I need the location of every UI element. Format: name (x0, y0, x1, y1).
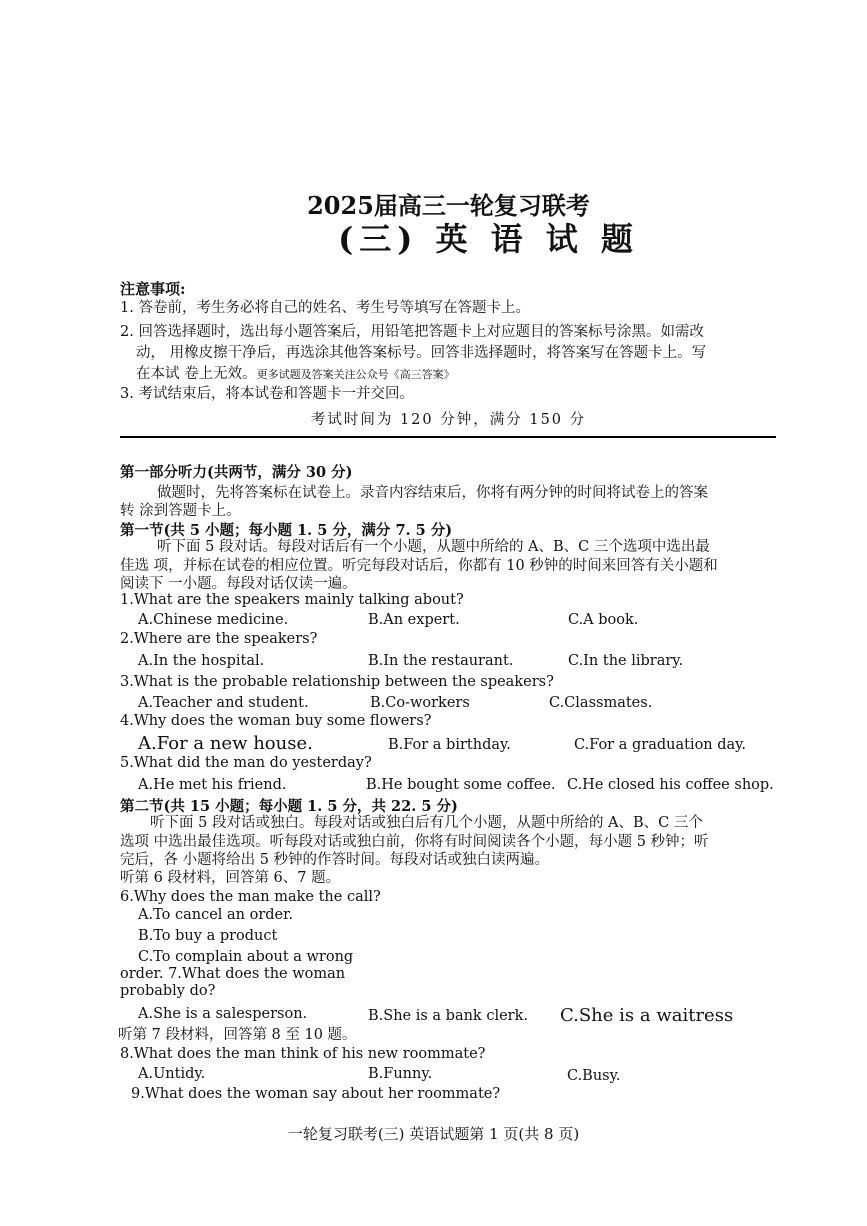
question-6: 6.Why does the man make the call? (120, 889, 381, 905)
part1-intro-line2: 转 涂到答题卡上。 (120, 503, 241, 519)
exam-title-line1: 2025届高三一轮复习联考 (307, 191, 590, 220)
section1-intro-line3: 阅读下 一小题。每段对话仅读一遍。 (120, 576, 357, 592)
section2-heading: 第二节(共 15 小题；每小题 1. 5 分，共 22. 5 分) (120, 798, 458, 815)
notice-heading: 注意事项: (120, 280, 186, 298)
q4-option-c: C.For a graduation day. (574, 737, 747, 753)
question-9: 9.What does the woman say about her roommate? (131, 1086, 501, 1102)
q7-option-b: B.She is a bank clerk. (368, 1008, 528, 1024)
q7-option-a: A.She is a salesperson. (138, 1006, 308, 1022)
q6-option-a: A.To cancel an order. (138, 907, 294, 923)
q7-option-c: C.She is a waitress (560, 1005, 734, 1026)
q1-option-a: A.Chinese medicine. (138, 612, 289, 628)
question-3: 3.What is the probable relationship between the speakers? (120, 674, 554, 690)
q1-option-c: C.A book. (568, 612, 639, 628)
notice-item-2-line2: 动， 用橡皮擦干净后，再选涂其他答案标号。回答非选择题时，将答案写在答题卡上。写 (136, 345, 707, 361)
notice-item-2-line1: 2. 回答选择题时，选出每小题答案后，用铅笔把答题卡上对应题目的答案标号涂黑。如需改 (120, 324, 704, 340)
question-5: 5.What did the man do yesterday? (120, 755, 372, 771)
exam-time: 考试时间为 120 分钟，满分 150 分 (310, 412, 587, 428)
section2-intro-line2: 选项 中选出最佳选项。听每段对话或独白前，你将有时间阅读各个小题，每小题 5 秒钟；听 (120, 834, 709, 850)
q8-option-c: C.Busy. (567, 1068, 621, 1084)
q2-option-a: A.In the hospital. (138, 653, 265, 669)
material-7-note: 听第 7 段材料，回答第 8 至 10 题。 (118, 1027, 357, 1043)
q2-option-c: C.In the library. (568, 653, 684, 669)
q6-option-c-line2: order. 7.What does the woman (120, 966, 346, 982)
exam-title-line2: (三) 英 语 试 题 (338, 220, 639, 258)
notice-item-3: 3. 考试结束后，将本试卷和答题卡一并交回。 (120, 386, 414, 402)
section1-intro-line1: 听下面 5 段对话。每段对话后有一个小题，从题中所给的 A、B、C 三个选项中选出最 (157, 539, 710, 555)
section1-heading: 第一节(共 5 小题；每小题 1. 5 分，满分 7. 5 分) (120, 522, 453, 539)
q6-option-c-line1: C.To complain about a wrong (138, 949, 354, 965)
notice-item-2-text: 在本试 卷上无效。 (136, 366, 257, 382)
q5-option-b: B.He bought some coffee. (366, 777, 556, 793)
q3-option-c: C.Classmates. (549, 695, 653, 711)
q5-option-a: A.He met his friend. (138, 777, 287, 793)
section2-intro-line3: 完后，各 小题将给出 5 秒钟的作答时间。每段对话或独白读两遍。 (120, 852, 550, 868)
question-8: 8.What does the man think of his new roommate? (120, 1046, 486, 1062)
q4-option-a: A.For a new house. (138, 733, 313, 754)
notice-item-2-line3 (136, 364, 455, 385)
q3-option-b: B.Co-workers (370, 695, 470, 711)
q1-option-b: B.An expert. (368, 612, 460, 628)
part1-heading: 第一部分听力(共两节，满分 30 分) (120, 464, 353, 481)
divider-rule (120, 436, 776, 438)
notice-item-2-note: 更多试题及答案关注公众号《高三答案》 (256, 368, 455, 381)
question-4: 4.Why does the woman buy some flowers? (120, 713, 432, 729)
q4-option-b: B.For a birthday. (388, 737, 511, 753)
q2-option-b: B.In the restaurant. (368, 653, 514, 669)
material-6-note: 听第 6 段材料，回答第 6、7 题。 (120, 870, 341, 886)
section2-intro-line1: 听下面 5 段对话或独白。每段对话或独白后有几个小题，从题中所给的 A、B、C 三个 (150, 815, 703, 831)
page-footer: 一轮复习联考(三) 英语试题第 1 页(共 8 页) (287, 1125, 580, 1143)
question-2: 2.Where are the speakers? (120, 631, 318, 647)
part1-intro-line1: 做题时，先将答案标在试卷上。录音内容结束后，你将有两分钟的时间将试卷上的答案 (157, 485, 708, 501)
q3-option-a: A.Teacher and student. (138, 695, 309, 711)
question-1: 1.What are the speakers mainly talking about? (120, 592, 464, 608)
section1-intro-line2: 佳选 项，并标在试卷的相应位置。听完每段对话后，你都有 10 秒钟的时间来回答有关小题和 (120, 558, 718, 574)
q6-option-b: B.To buy a product (138, 928, 278, 944)
q5-option-c: C.He closed his coffee shop. (567, 777, 774, 793)
q8-option-b: B.Funny. (368, 1066, 433, 1082)
q8-option-a: A.Untidy. (138, 1066, 206, 1082)
notice-item-1: 1. 答卷前，考生务必将自己的姓名、考生号等填写在答题卡上。 (120, 300, 530, 316)
q6-option-c-line3: probably do? (120, 983, 216, 999)
